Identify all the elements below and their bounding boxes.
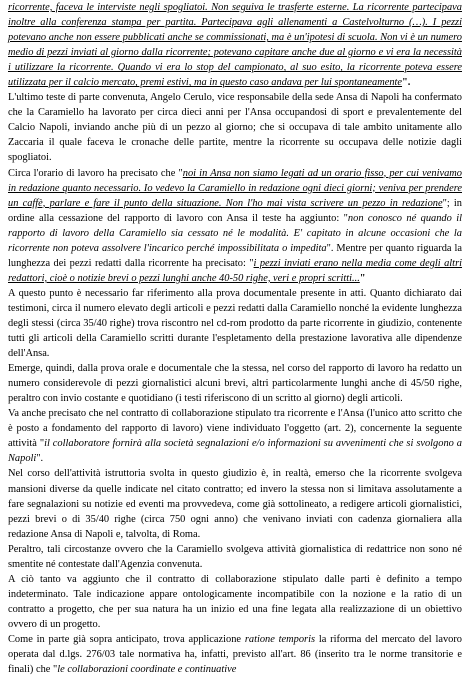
text-segment: Va anche precisato che nel contratto di collaborazione stipulato tra ricorrente e l'Ansa (l'unico atto scritto che è posto a fondamento del rapporto di lavoro) viene individuato l'oggetto (art. 2), concernente la seguente attività " [8,408,462,450]
text-segment: le collaborazioni coordinate e continuative [57,664,237,676]
paragraph [8,0,462,90]
paragraph [8,632,462,677]
paragraph [8,466,462,541]
text-segment: "; in ordine alla cessazione del rapporto di lavoro con Ansa il teste ha aggiunto: " [8,197,462,224]
paragraph [8,406,462,466]
text-segment: ratione temporis [244,633,316,645]
paragraph [8,542,462,572]
text-segment: il collaboratore fornirà alla società segnalazioni e/o informazioni su avvenimenti che si svolgono a Napoli [8,438,462,465]
text-segment: i pezzi inviati erano nella media come degli altri redattori, cioè o notizie brevi o pezzi lunghi anche 40-50 righe, veri e propri scritti... [8,257,463,284]
text-segment: Emerge, quindi, dalla prova orale e documentale che la stessa, nel corso del rapporto di lavoro ha redatto un numero considerevole di pezzi giornalistici alcuni brevi, altri particolarmente lunghi anche di 45/50 righe, peraltro con invio costante e quotidiano (i testi riferiscono di un scritto al giorno) degli articoli. [8,363,462,405]
paragraph [8,166,462,286]
text-segment: A questo punto è necessario far riferimento alla prova documentale presente in atti. Quanto dichiarato dai testimoni, circa il numero elevato degli articoli e pezzi redatti dalla Caramiello nonché la evidente lunghezza degli stessi (circa 35/40 righe) trova riscontro nel cd-rom prodotto da parte ricorrente in giudizio, contenente tutti gli articoli della Caramiello scritti durante l'espletamento della prestazione lavorativa alle dipendenze dell'Ansa. [8,287,462,360]
text-segment: ". [402,77,411,89]
paragraph [8,361,462,406]
text-segment: ". [36,453,44,465]
paragraph [8,286,462,361]
text-segment: Peraltro, tali circostanze ovvero che la Caramiello svolgeva attività giornalistica di redattrice non sono né smentite né contestate dall'Agenzia convenuta. [8,543,462,570]
text-segment: L'ultimo teste di parte convenuta, Angelo Cerulo, vice responsabile della sede Ansa di Napoli ha confermato che la Caramiello ha lavorato per circa dieci anni per l'Ansa occupandosi di sport e prevalentemente del Calcio Napoli, inviando anche più di un pezzo al giorno; che si occupava di tale ambito unitamente allo Zaccaria il quale faceva le cronache delle partite, mentre la ricorrente su occupava delle notizie dagli spogliatoi. [8,92,462,164]
text-segment: noi in Ansa non siamo legati ad un orario fisso, per cui venivamo in redazione quanto necessario. Io vedevo la Caramiello in redazione ogni dieci giorni; veniva per prendere un caffè, parlare e fare il punto della situazione. Non l'ho mai vista scrivere un pezzo in redazione [8,167,462,209]
text-segment: ricorrente, faceva le interviste negli spogliatoi. Non seguiva le trasferte esterne. La ricorrente partecipava inoltre alla conferenza stampa per partita. Partecipava agli allenamenti a Castelvolturno (…). I pezzi potevano anche non essere pubblicati anche se commissionati, ma è un'ipotesi di scuola. Non vi è un numero medio di pezzi inviati al giorno dalla ricorrente; potevano capitare anche due al giorno e vi era la necessità i utilizzare la ricorrente. Quando vi era lo stop del campionato, al suo esito, la ricorrente poteva essere utilizzata per il calcio mercato, premi estivi, ma in questo caso andava per lui spontaneamente [8,2,462,89]
paragraph [8,90,462,165]
paragraph [8,572,462,632]
text-segment: non conosco né quando il rapporto di lavoro della Caramiello sia cessato né le modalità. E' capitato in alcune occasioni che la ricorrente non poteva assolvere l'incarico perché impossibilitata o impedita [8,212,463,254]
text-segment: Circa l'orario di lavoro ha precisato che " [8,167,183,179]
text-segment: " [359,272,366,284]
text-segment: Nel corso dell'attività istruttoria svolta in questo giudizio è, in realtà, emerso che la ricorrente svolgeva mansioni diverse da quelle indicate nel citato contratto; ed invero la stessa non si limitava assolutamente a fare segnalazioni su notizie ed eventi ma provvedeva, come già sottolineato, a redigere articoli giornalistici, pezzi brevi o di 35/40 righe (circa 750 ogni anno) che venivano inviati con cadenza giornaliera alla redazione Ansa di Napoli e, talvolta, di Roma. [8,468,462,540]
text-segment: A ciò tanto va aggiunto che il contratto di collaborazione stipulato dalle parti è definito a tempo indeterminato. Tale indicazione appare ontologicamente incompatibile con la nozione e la ratio di un contratto a progetto, che per sua natura ha un inizio ed una fine legata alla realizzazione di un obiettivo ovvero di un progetto. [8,573,462,630]
text-segment: la riforma del mercato del lavoro operata dal d.lgs. 276/03 tale normativa ha, infatti, previsto all'art. 86 (inserito tra le norme transitorie e finali) che " [8,633,462,676]
text-segment: ". Mentre per quanto riguarda la lunghezza dei pezzi redatti dalla ricorrente ha precisato: " [8,242,462,269]
text-segment: Come in parte già sopra anticipato, trova applicazione [8,633,245,645]
